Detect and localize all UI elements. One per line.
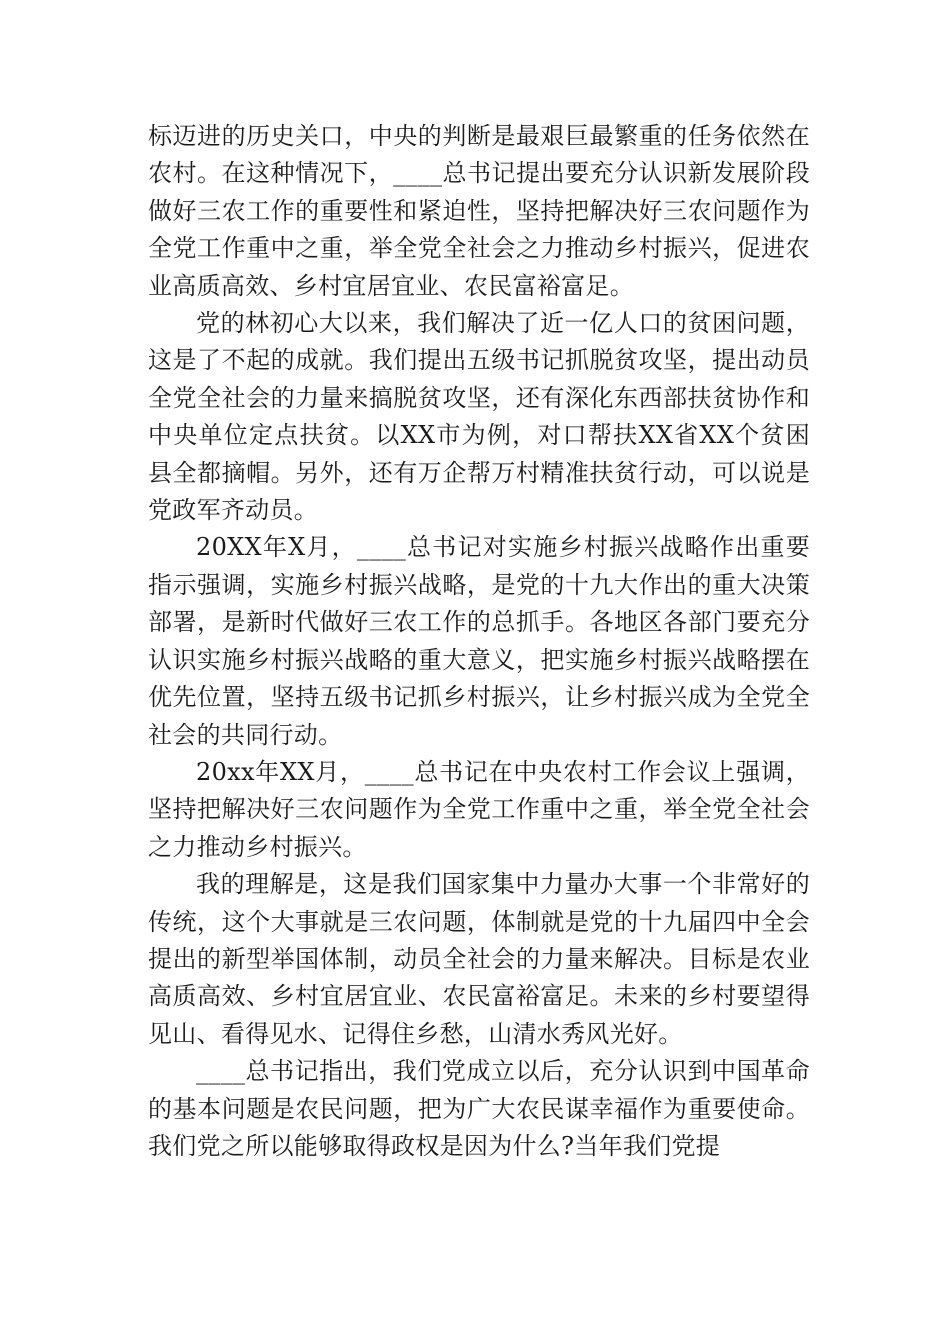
document-body <box>148 118 810 1165</box>
paragraph-2: 党的林初心大以来，我们解决了近一亿人口的贫困问题，这是了不起的成就。我们提出五级书记抓脱贫攻坚，提出动员全党全社会的力量来搞脱贫攻坚，还有深化东西部扶贫协作和中央单位定点扶贫。以XX市为例，对口帮扶XX省XX个贫困县全都摘帽。另外，还有万企帮万村精准扶贫行动，可以说是党政军齐动员。 <box>148 309 810 525</box>
paragraph-6: ____总书记指出，我们党成立以后，充分认识到中国革命的基本问题是农民问题，把为广大农民谋幸福作为重要使命。我们党之所以能够取得政权是因为什么?当年我们党提 <box>148 1057 810 1160</box>
paragraph-4: 20xx年XX月，____总书记在中央农村工作会议上强调，坚持把解决好三农问题作为全党工作重中之重，举全党全社会之力推动乡村振兴。 <box>148 757 810 861</box>
paragraph-1: 标迈进的历史关口，中央的判断是最艰巨最繁重的任务依然在农村。在这种情况下，____总书记提出要充分认识新发展阶段做好三农工作的重要性和紧迫性，坚持把解决好三农问题作为全党工作重中之重，举全党全社会之力推动乡村振兴，促进农业高质高效、乡村宜居宜业、农民富裕富足。 <box>148 122 810 300</box>
paragraph-5: 我的理解是，这是我们国家集中力量办大事一个非常好的传统，这个大事就是三农问题，体制就是党的十九届四中全会提出的新型举国体制，动员全社会的力量来解决。目标是农业高质高效、乡村宜居宜业、农民富裕富足。未来的乡村要望得见山、看得见水、记得住乡愁，山清水秀风光好。 <box>148 870 810 1048</box>
paragraph-3: 20XX年X月，____总书记对实施乡村振兴战略作出重要指示强调，实施乡村振兴战略，是党的十九大作出的重大决策部署，是新时代做好三农工作的总抓手。各地区各部门要充分认识实施乡村振兴战略的重大意义，把实施乡村振兴战略摆在优先位置，坚持五级书记抓乡村振兴，让乡村振兴成为全党全社会的共同行动。 <box>148 533 810 749</box>
